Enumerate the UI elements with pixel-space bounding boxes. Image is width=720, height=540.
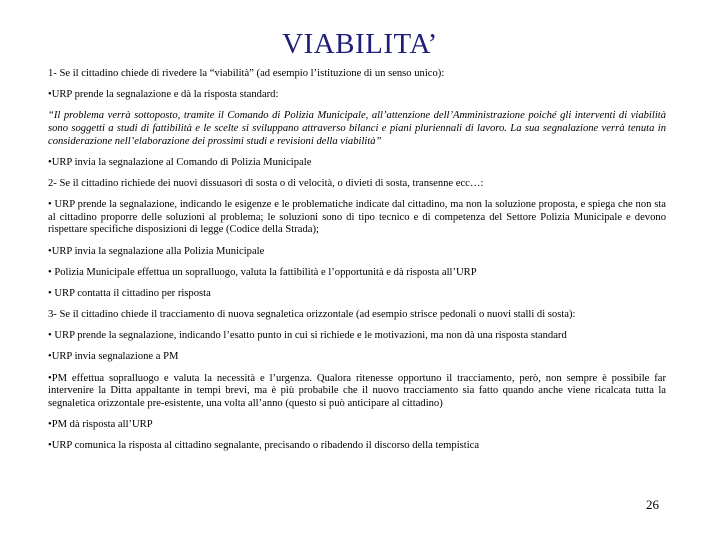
paragraph-standard-reply-quote: “Il problema verrà sottoposto, tramite il Comando di Polizia Municipale, all’attenzione dell’Amministrazione poiché gli interventi di viabilità sono soggetti a studi di fattibilità e le scelte si sviluppano attraverso bilanci e piani pluriennali di lavoro. La sua segnalazione verrà tenuta in considerazione nell’elaborazione dei prossimi studi e revisioni della viabilità” bbox=[48, 110, 666, 147]
paragraph-urp-takes-report: • URP prende la segnalazione, indicando le esigenze e le problematiche indicate dal cittadino, ma non la soluzione proposta, e spiega che non sta al cittadino proporre delle soluzioni al problema; le soluzioni sono di tipo tecnico e di competenza del Settore Polizia Municipale e devono rispettare specifiche disposizioni di legge (Codice della Strada); bbox=[48, 199, 666, 236]
slide-title: VIABILITA’ bbox=[282, 28, 438, 60]
paragraph-pm-evaluates: •PM effettua sopralluogo e valuta la necessità e l’urgenza. Qualora ritenesse opportuno il tracciamento, però, non sempre è possibile far intervenire la Ditta appaltante in tempi brevi, ma è più probabile che il nuovo tracciamento sia fatto quando anche viene ricalcata tutta la segnaletica orizzontale pre-esistente, una volta all’anno (questo si può anticipare al cittadino) bbox=[48, 372, 666, 409]
paragraph-case-3: 3- Se il cittadino chiede il tracciamento di nuova segnaletica orizzontale (ad esempio strisce pedonali o nuovi stalli di sosta): bbox=[48, 309, 576, 321]
paragraph-case-1: 1- Se il cittadino chiede di rivedere la “viabilità” (ad esempio l’istituzione di un senso unico): bbox=[48, 68, 445, 79]
slide-content bbox=[48, 68, 666, 461]
paragraph-urp-sends-report: •URP invia segnalazione a PM bbox=[48, 351, 179, 363]
paragraph-pm-inspection: • Polizia Municipale effettua un sopralluogo, valuta la fattibilità e l’opportunità e dà risposta all’URP bbox=[48, 266, 477, 278]
paragraph-urp-contacts: • URP contatta il cittadino per risposta bbox=[48, 287, 211, 299]
paragraph-urp-forward-pm: •URP invia la segnalazione al Comando di Polizia Municipale bbox=[48, 156, 312, 168]
paragraph-urp-communicates: •URP comunica la risposta al cittadino segnalante, precisando o ribadendo il discorso della tempistica bbox=[48, 440, 480, 452]
page-number: 26 bbox=[646, 497, 659, 512]
paragraph-case-2: 2- Se il cittadino richiede dei nuovi dissuasori di sosta o di velocità, o divieti di sosta, transenne ecc…: bbox=[48, 177, 484, 189]
paragraph-pm-replies: •PM dà risposta all’URP bbox=[48, 419, 153, 430]
paragraph-urp-location: • URP prende la segnalazione, indicando l’esatto punto in cui si richiede e le motivazioni, ma non dà una risposta standard bbox=[48, 330, 567, 342]
paragraph-urp-sends-pm: •URP invia la segnalazione alla Polizia Municipale bbox=[48, 245, 265, 257]
paragraph-urp-standard-reply: •URP prende la segnalazione e dà la risposta standard: bbox=[48, 89, 279, 101]
